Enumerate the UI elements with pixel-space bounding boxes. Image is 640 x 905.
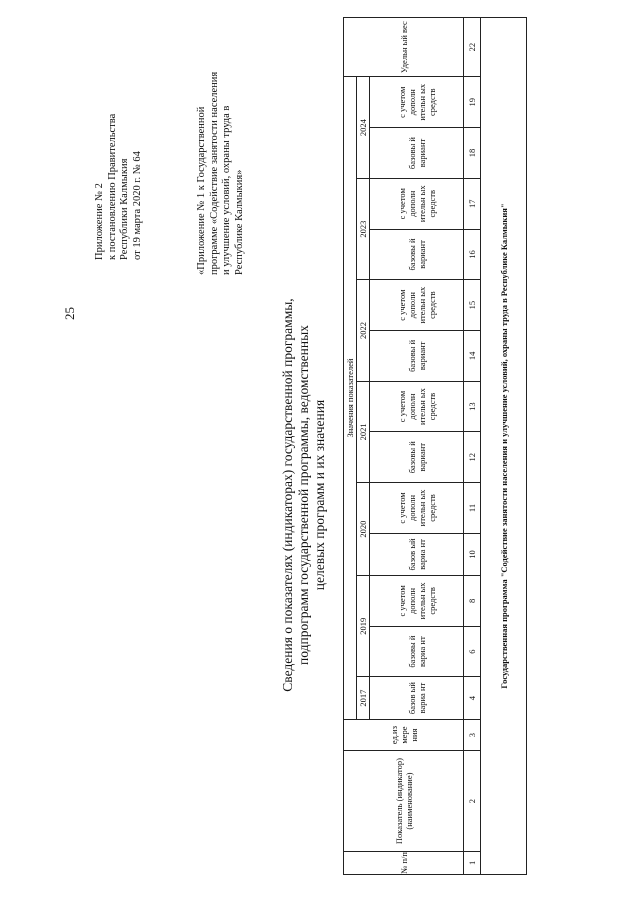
column-number: 12: [464, 432, 481, 483]
column-number: 17: [464, 178, 481, 229]
appendix-line: Приложение № 2: [94, 183, 105, 260]
header-unit: ед.из мере ния: [344, 719, 464, 751]
column-number: 3: [464, 719, 481, 751]
sub-header-base: базов ый вариа нт: [370, 677, 464, 719]
column-number: 18: [464, 128, 481, 179]
indicators-table: [343, 17, 527, 875]
program-row: Государственная программа "Содействие занятости населения и улучшение условий, охраны труда в Республике Калмыкия": [481, 18, 527, 875]
appendix-line: Республики Калмыкия: [119, 158, 130, 260]
sub-header-base: базовы й вариа нт: [370, 626, 464, 677]
year-header: 2024: [357, 77, 370, 179]
column-number: 15: [464, 280, 481, 331]
sub-header-base: базовы й вариант: [370, 229, 464, 280]
appendix-line: к постановлению Правительства: [106, 113, 118, 260]
sub-header-base: базов ый вариа нт: [370, 533, 464, 575]
title-line: подпрограмм государственной программы, ведомственных: [296, 325, 311, 665]
year-header: 2017: [357, 677, 370, 719]
column-number: 6: [464, 626, 481, 677]
appendix-program-line: программе «Содействие занятости населения: [208, 71, 220, 275]
year-header: 2022: [357, 280, 370, 381]
sub-header-extra: с учетом дополн ительн ых средств: [370, 483, 464, 534]
column-number: 4: [464, 677, 481, 719]
column-number: 10: [464, 533, 481, 575]
header-share: Удельн ый вес: [344, 18, 464, 77]
sub-header-base: базовы й вариант: [370, 331, 464, 382]
title-line: целевых программ и их значения: [312, 399, 327, 591]
appendix-line: от 19 марта 2020 г. № 64: [131, 151, 143, 260]
column-number: 1: [464, 851, 481, 874]
sub-header-extra: с учетом дополн ительн ых средств: [370, 381, 464, 432]
header-indicator: Показатель (индикатор) (наименование): [344, 751, 464, 851]
header-values: Значения показателей: [344, 77, 357, 719]
appendix-program-line: Республике Калмыкия»: [233, 169, 245, 275]
column-number: 16: [464, 229, 481, 280]
sub-header-extra: с учетом дополн ительн ых средств: [370, 280, 464, 331]
year-header: 2020: [357, 483, 370, 576]
year-header: 2019: [357, 576, 370, 677]
appendix-header: [94, 114, 144, 260]
column-number: 8: [464, 576, 481, 627]
column-number: 19: [464, 77, 481, 128]
column-number: 22: [464, 18, 481, 77]
appendix-program-header: [196, 40, 246, 275]
header-num: № п/п: [344, 851, 464, 874]
title-line: Сведения о показателях (индикаторах) государственной программы,: [280, 298, 295, 692]
sub-header-base: базовы й вариант: [370, 432, 464, 483]
column-number: 11: [464, 483, 481, 534]
sub-header-extra: с учетом дополн ительн ых средств: [370, 77, 464, 128]
sub-header-extra: с учетом дополн ительн ых средств: [370, 178, 464, 229]
appendix-program-line: и улучшение условий, охраны труда в: [221, 105, 232, 275]
year-header: 2023: [357, 178, 370, 279]
column-number: 2: [464, 751, 481, 851]
sub-header-base: базовы й вариант: [370, 128, 464, 179]
year-header: 2021: [357, 381, 370, 482]
sub-header-extra: с учетом дополн ительн ых средств: [370, 576, 464, 627]
column-number: 14: [464, 331, 481, 382]
appendix-program-line: «Приложение № 1 к Государственной: [196, 106, 207, 275]
document-title: [280, 215, 328, 775]
column-number: 13: [464, 381, 481, 432]
page-number: 25: [62, 307, 77, 320]
